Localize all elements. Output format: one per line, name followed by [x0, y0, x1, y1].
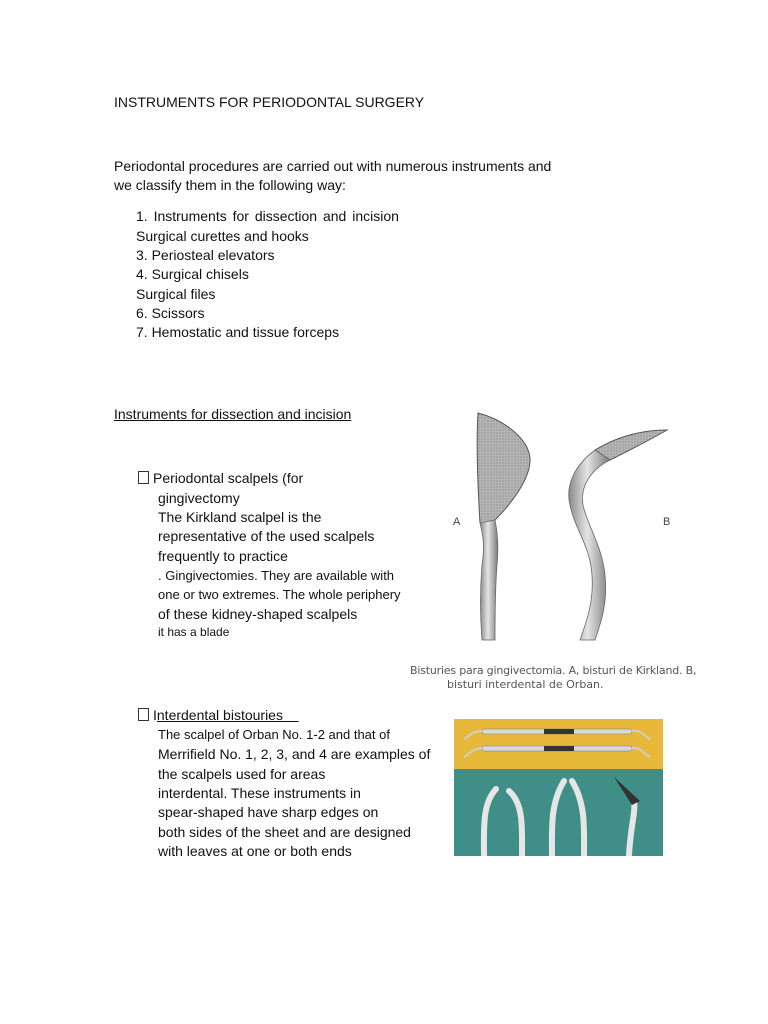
- interdental-instruments-photo: [454, 719, 663, 856]
- figure-caption-line-1: Bisturies para gingivectomia. A, bisturi de Kirkland. B,: [410, 664, 697, 677]
- bullet-box-icon: [138, 471, 149, 484]
- figure-label-b: B: [663, 516, 671, 528]
- section-heading: Instruments for dissection and incision: [114, 406, 352, 422]
- list-item: 6. Scissors: [136, 305, 205, 321]
- bullet1-line: representative of the used scalpels: [158, 528, 375, 544]
- page-title: INSTRUMENTS FOR PERIODONTAL SURGERY: [114, 94, 425, 110]
- bullet2-line: with leaves at one or both ends: [158, 843, 352, 859]
- instruments-photo-illustration: [454, 719, 663, 856]
- bullet2-line: Merrifield No. 1, 2, 3, and 4 are examples of: [158, 746, 431, 762]
- bullet-box-icon: [138, 708, 149, 721]
- list-item: 4. Surgical chisels: [136, 266, 249, 282]
- list-item: 1. Instruments for dissection and incision: [136, 208, 399, 224]
- bullet-head: Periodontal scalpels (for: [153, 470, 304, 486]
- bullet2-line: both sides of the sheet and are designed: [158, 824, 411, 840]
- intro-line-1: Periodontal procedures are carried out with numerous instruments and: [114, 158, 552, 174]
- bullet-head-rest: nterdental bistouries: [156, 707, 283, 723]
- list-item: Surgical curettes and hooks: [136, 228, 309, 244]
- bullet1-line: one or two extremes. The whole periphery: [158, 587, 401, 602]
- bullet-head-initial: I: [153, 707, 157, 723]
- bullet1-line: frequently to practice: [158, 548, 288, 564]
- bullet-item-interdental-bistouries: [138, 706, 299, 725]
- bullet2-line: the scalpels used for areas: [158, 766, 326, 782]
- intro-line-2: we classify them in the following way:: [114, 177, 346, 193]
- bullet2-line: The scalpel of Orban No. 1-2 and that of: [158, 727, 390, 742]
- bullet1-line: it has a blade: [158, 625, 230, 639]
- list-item: Surgical files: [136, 286, 216, 302]
- figure-label-a: A: [453, 516, 461, 528]
- bullet1-line: The Kirkland scalpel is the: [158, 509, 322, 525]
- scalpel-figure: [410, 405, 715, 691]
- list-item: 3. Periosteal elevators: [136, 247, 275, 263]
- bullet1-line: of these kidney-shaped scalpels: [158, 606, 358, 622]
- bullet1-line: gingivectomy: [158, 490, 240, 506]
- list-item: 7. Hemostatic and tissue forceps: [136, 324, 340, 340]
- underline-tail: [283, 707, 299, 723]
- bullet2-line: spear-shaped have sharp edges on: [158, 804, 379, 820]
- bullet1-line: . Gingivectomies. They are available with: [158, 568, 395, 583]
- bullet2-line: interdental. These instruments in: [158, 785, 361, 801]
- figure-caption-line-2: bisturi interdental de Orban.: [447, 678, 604, 691]
- bullet-item-periodontal-scalpels: [138, 469, 303, 488]
- scalpels-illustration: [445, 405, 715, 645]
